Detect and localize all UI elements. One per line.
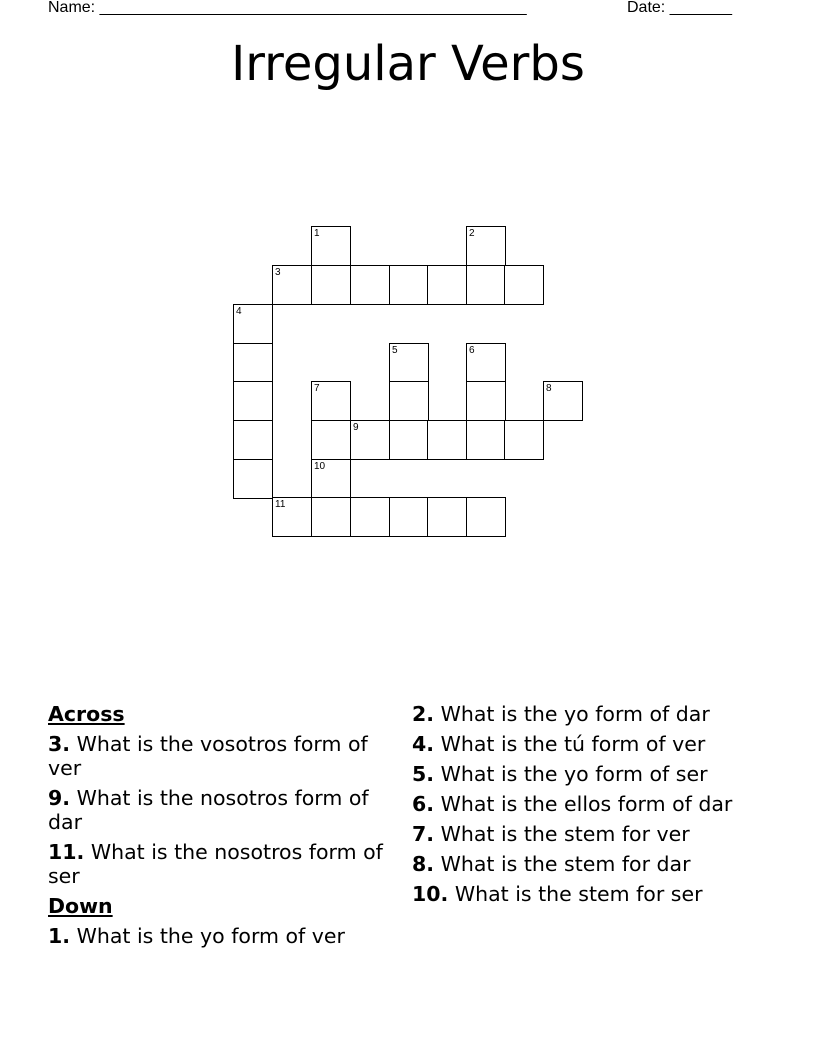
clue-text: What is the yo form of ser xyxy=(434,762,708,786)
clues-column-right xyxy=(412,702,772,912)
clue-text: What is the stem for dar xyxy=(434,852,691,876)
crossword-cell[interactable] xyxy=(389,265,429,305)
clue-down-2 xyxy=(412,702,772,726)
clue-number-label: 8. xyxy=(412,852,435,876)
crossword-cell[interactable] xyxy=(466,381,506,421)
crossword-cell[interactable] xyxy=(389,343,429,383)
crossword-cell[interactable] xyxy=(311,226,351,266)
clue-text: What is the tú form of ver xyxy=(434,732,706,756)
crossword-cell[interactable] xyxy=(389,420,429,460)
clue-number: 8 xyxy=(546,383,552,394)
crossword-cell[interactable] xyxy=(311,265,351,305)
clue-number-label: 4. xyxy=(412,732,435,756)
crossword-cell[interactable] xyxy=(311,381,351,421)
clue-number-label: 1. xyxy=(48,924,71,948)
clue-text: What is the nosotros form of ser xyxy=(48,840,383,888)
crossword-cell[interactable] xyxy=(272,265,312,305)
clue-number-label: 2. xyxy=(412,702,435,726)
clue-number-label: 9. xyxy=(48,786,71,810)
crossword-cell[interactable] xyxy=(504,420,544,460)
crossword-cell[interactable] xyxy=(543,381,583,421)
clue-down-7 xyxy=(412,822,772,846)
across-heading: Across xyxy=(48,702,125,726)
clue-number-label: 7. xyxy=(412,822,435,846)
clue-text: What is the stem for ser xyxy=(448,882,703,906)
clue-number: 4 xyxy=(236,306,242,317)
clue-number: 9 xyxy=(353,422,359,433)
clues-column-left xyxy=(48,702,393,954)
clue-number-label: 5. xyxy=(412,762,435,786)
crossword-cell[interactable] xyxy=(466,343,506,383)
name-field-label[interactable]: Name: ________________________________________________ xyxy=(48,0,527,16)
crossword-cell[interactable] xyxy=(427,497,467,537)
crossword-cell[interactable] xyxy=(233,304,273,344)
clue-across-3 xyxy=(48,732,393,780)
crossword-cell[interactable] xyxy=(233,381,273,421)
clue-text: What is the yo form of dar xyxy=(434,702,710,726)
crossword-cell[interactable] xyxy=(233,420,273,460)
clue-text: What is the stem for ver xyxy=(434,822,690,846)
page-title: Irregular Verbs xyxy=(231,36,585,92)
crossword-cell[interactable] xyxy=(466,497,506,537)
clue-number: 7 xyxy=(314,383,320,394)
down-heading: Down xyxy=(48,894,113,918)
clue-text: What is the ellos form of dar xyxy=(434,792,733,816)
crossword-cell[interactable] xyxy=(311,459,351,499)
crossword-cell[interactable] xyxy=(311,497,351,537)
crossword-cell[interactable] xyxy=(350,265,390,305)
clue-across-11 xyxy=(48,840,393,888)
clue-number-label: 11. xyxy=(48,840,85,864)
crossword-cell[interactable] xyxy=(389,497,429,537)
clue-number: 3 xyxy=(275,267,281,278)
crossword-cell[interactable] xyxy=(311,420,351,460)
clue-text: What is the vosotros form of ver xyxy=(48,732,368,780)
clue-down-10 xyxy=(412,882,772,906)
crossword-cell[interactable] xyxy=(233,459,273,499)
clue-text: What is the yo form of ver xyxy=(70,924,345,948)
clue-text: What is the nosotros form of dar xyxy=(48,786,369,834)
crossword-cell[interactable] xyxy=(466,265,506,305)
clue-down-8 xyxy=(412,852,772,876)
crossword-cell[interactable] xyxy=(504,265,544,305)
clue-number-label: 3. xyxy=(48,732,71,756)
clue-down-5 xyxy=(412,762,772,786)
crossword-cell[interactable] xyxy=(350,497,390,537)
clue-number-label: 6. xyxy=(412,792,435,816)
crossword-cell[interactable] xyxy=(350,420,390,460)
crossword-cell[interactable] xyxy=(427,420,467,460)
clue-number: 10 xyxy=(314,461,326,472)
clue-across-9 xyxy=(48,786,393,834)
crossword-cell[interactable] xyxy=(466,420,506,460)
crossword-cell[interactable] xyxy=(427,265,467,305)
worksheet-header xyxy=(0,0,816,20)
clue-down-6 xyxy=(412,792,772,816)
clue-number: 6 xyxy=(469,345,475,356)
clue-number: 1 xyxy=(314,228,320,239)
crossword-cell[interactable] xyxy=(466,226,506,266)
date-field-label[interactable]: Date: _______ xyxy=(627,0,732,16)
crossword-cell[interactable] xyxy=(389,381,429,421)
clue-number: 5 xyxy=(392,345,398,356)
clue-down-4 xyxy=(412,732,772,756)
clue-number: 11 xyxy=(275,499,286,510)
clue-down-1 xyxy=(48,924,393,948)
clue-number: 2 xyxy=(469,228,475,239)
crossword-cell[interactable] xyxy=(272,497,312,537)
clue-number-label: 10. xyxy=(412,882,449,906)
crossword-cell[interactable] xyxy=(233,343,273,383)
